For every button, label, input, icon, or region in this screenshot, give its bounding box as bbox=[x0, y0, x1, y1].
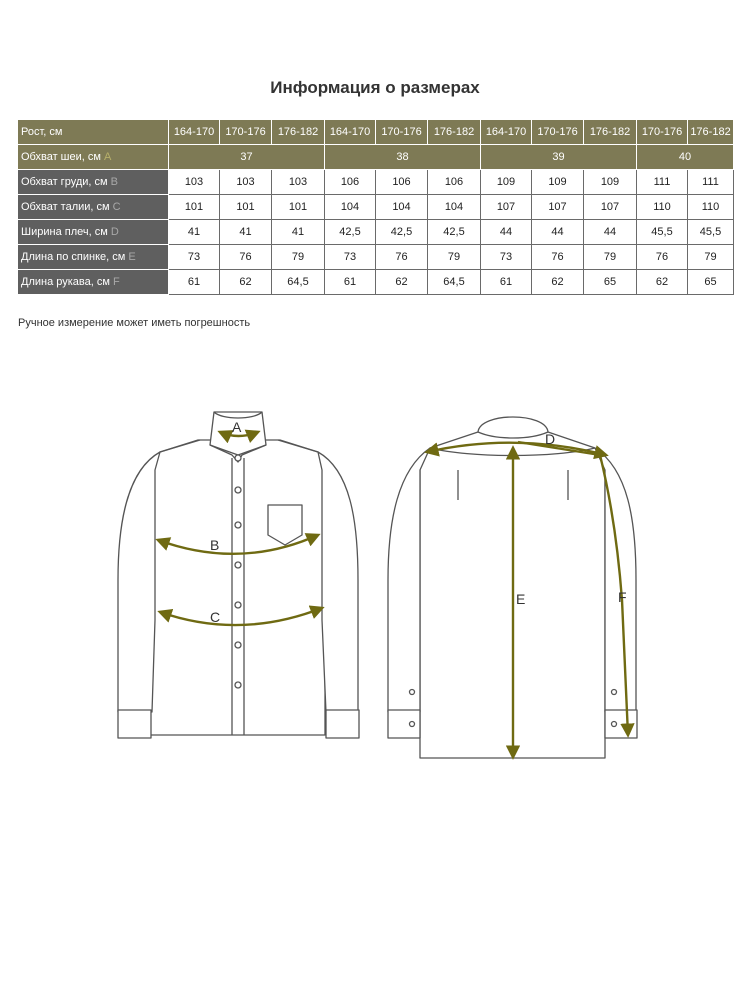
measurement-value-cell: 106 bbox=[428, 170, 481, 195]
measure-label-c: C bbox=[210, 609, 221, 625]
row-letter: B bbox=[110, 176, 118, 188]
measure-label-e: E bbox=[516, 591, 526, 607]
height-header-cell: 170-176 bbox=[532, 120, 584, 145]
height-header-cell: 176-182 bbox=[428, 120, 481, 145]
measure-label-b: B bbox=[210, 537, 220, 553]
measurement-value-cell: 41 bbox=[272, 220, 325, 245]
height-header-cell: 176-182 bbox=[584, 120, 637, 145]
measurement-row-label bbox=[18, 170, 169, 195]
measurement-value-cell: 62 bbox=[220, 270, 272, 295]
measurement-value-cell: 76 bbox=[376, 245, 428, 270]
measurement-row-label bbox=[18, 270, 169, 295]
height-header-row bbox=[18, 120, 734, 145]
measurement-value-cell: 41 bbox=[220, 220, 272, 245]
measurement-value-cell: 44 bbox=[532, 220, 584, 245]
measurement-value-cell: 111 bbox=[688, 170, 734, 195]
measurement-value-cell: 76 bbox=[637, 245, 688, 270]
size-table bbox=[17, 119, 734, 295]
height-header-label: Рост, см bbox=[18, 120, 169, 145]
measurement-value-cell: 104 bbox=[325, 195, 376, 220]
measurement-note: Ручное измерение может иметь погрешность bbox=[18, 317, 251, 329]
height-header-cell: 170-176 bbox=[220, 120, 272, 145]
measurement-value-cell: 103 bbox=[169, 170, 220, 195]
measurement-value-cell: 110 bbox=[637, 195, 688, 220]
row-label-text: Обхват талии, см bbox=[21, 201, 110, 213]
height-header-cell: 170-176 bbox=[376, 120, 428, 145]
neck-size-cell: 37 bbox=[169, 145, 325, 170]
measurement-row bbox=[18, 195, 734, 220]
measurement-value-cell: 45,5 bbox=[688, 220, 734, 245]
measurement-value-cell: 107 bbox=[532, 195, 584, 220]
measurement-value-cell: 42,5 bbox=[325, 220, 376, 245]
measurement-value-cell: 73 bbox=[481, 245, 532, 270]
row-letter: F bbox=[113, 276, 120, 288]
measurement-value-cell: 111 bbox=[637, 170, 688, 195]
page-title: Информация о размерах bbox=[270, 78, 480, 97]
measurement-value-cell: 44 bbox=[584, 220, 637, 245]
measurement-value-cell: 106 bbox=[325, 170, 376, 195]
measurement-value-cell: 103 bbox=[272, 170, 325, 195]
measure-label-a: A bbox=[232, 419, 242, 435]
neck-row bbox=[18, 145, 734, 170]
measurement-value-cell: 79 bbox=[584, 245, 637, 270]
measurement-value-cell: 76 bbox=[532, 245, 584, 270]
neck-size-cell: 39 bbox=[481, 145, 637, 170]
measurement-value-cell: 79 bbox=[688, 245, 734, 270]
row-label-text: Ширина плеч, см bbox=[21, 226, 108, 238]
measurement-value-cell: 44 bbox=[481, 220, 532, 245]
neck-row-label bbox=[18, 145, 169, 170]
measurement-value-cell: 64,5 bbox=[272, 270, 325, 295]
measurement-value-cell: 65 bbox=[584, 270, 637, 295]
measurement-value-cell: 101 bbox=[220, 195, 272, 220]
measurement-value-cell: 109 bbox=[584, 170, 637, 195]
measurement-row-label bbox=[18, 195, 169, 220]
measurement-value-cell: 42,5 bbox=[376, 220, 428, 245]
height-header-cell: 164-170 bbox=[325, 120, 376, 145]
measurement-value-cell: 73 bbox=[325, 245, 376, 270]
shirt-measurement-diagram bbox=[0, 380, 750, 770]
height-header-cell: 164-170 bbox=[481, 120, 532, 145]
measurement-value-cell: 110 bbox=[688, 195, 734, 220]
measure-label-d: D bbox=[545, 431, 556, 447]
row-label-text: Обхват шеи, см bbox=[21, 151, 101, 163]
measurement-value-cell: 62 bbox=[532, 270, 584, 295]
measurement-value-cell: 101 bbox=[169, 195, 220, 220]
measurement-row bbox=[18, 270, 734, 295]
measurement-row-label bbox=[18, 245, 169, 270]
measurement-value-cell: 42,5 bbox=[428, 220, 481, 245]
row-letter: A bbox=[104, 151, 112, 163]
measurement-value-cell: 62 bbox=[637, 270, 688, 295]
measurement-value-cell: 61 bbox=[325, 270, 376, 295]
height-header-cell: 176-182 bbox=[688, 120, 734, 145]
row-letter: D bbox=[110, 226, 119, 238]
measurement-row-label bbox=[18, 220, 169, 245]
measurement-value-cell: 79 bbox=[272, 245, 325, 270]
measure-label-f: F bbox=[618, 589, 627, 605]
measurement-value-cell: 104 bbox=[376, 195, 428, 220]
measurement-value-cell: 61 bbox=[481, 270, 532, 295]
row-label-text: Длина рукава, см bbox=[21, 276, 110, 288]
height-header-cell: 170-176 bbox=[637, 120, 688, 145]
shirt-front-illustration bbox=[118, 412, 359, 738]
measurement-value-cell: 79 bbox=[428, 245, 481, 270]
measurement-value-cell: 64,5 bbox=[428, 270, 481, 295]
measurement-value-cell: 106 bbox=[376, 170, 428, 195]
measurement-value-cell: 45,5 bbox=[637, 220, 688, 245]
row-letter: E bbox=[128, 251, 136, 263]
measurement-row bbox=[18, 220, 734, 245]
measurement-value-cell: 61 bbox=[169, 270, 220, 295]
measurement-value-cell: 104 bbox=[428, 195, 481, 220]
measurement-value-cell: 76 bbox=[220, 245, 272, 270]
row-label-text: Длина по спинке, см bbox=[21, 251, 126, 263]
measurement-value-cell: 101 bbox=[272, 195, 325, 220]
neck-size-cell: 40 bbox=[637, 145, 734, 170]
row-letter: C bbox=[112, 201, 121, 213]
measurement-value-cell: 107 bbox=[584, 195, 637, 220]
neck-size-cell: 38 bbox=[325, 145, 481, 170]
measurement-value-cell: 109 bbox=[481, 170, 532, 195]
measurement-row bbox=[18, 170, 734, 195]
measurement-value-cell: 41 bbox=[169, 220, 220, 245]
measurement-value-cell: 65 bbox=[688, 270, 734, 295]
row-label-text: Обхват груди, см bbox=[21, 176, 108, 188]
height-header-cell: 164-170 bbox=[169, 120, 220, 145]
height-header-cell: 176-182 bbox=[272, 120, 325, 145]
measurement-row bbox=[18, 245, 734, 270]
measurement-value-cell: 62 bbox=[376, 270, 428, 295]
measurement-value-cell: 109 bbox=[532, 170, 584, 195]
measurement-value-cell: 73 bbox=[169, 245, 220, 270]
measurement-value-cell: 107 bbox=[481, 195, 532, 220]
measurement-value-cell: 103 bbox=[220, 170, 272, 195]
